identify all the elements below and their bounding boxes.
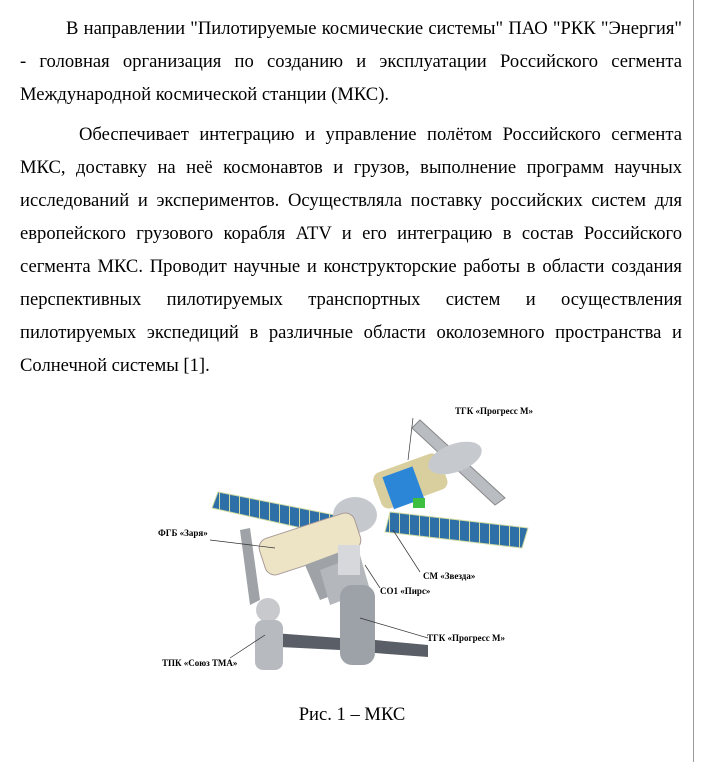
iss-illustration <box>150 400 550 690</box>
iss-figure <box>150 400 550 690</box>
label-pirs: СО1 «Пирс» <box>380 586 431 596</box>
label-soyuz: ТПК «Союз ТМА» <box>162 658 238 668</box>
figure-caption: Рис. 1 – МКС <box>298 704 406 725</box>
paragraph-2: Обеспечивает интеграцию и управление полётом Российского сегмента МКС, доставку на неё космонавтов и грузов, выполнение программ научных исследований и экспериментов. Осуществляла поставку российских систем для европейского грузового корабля ATV и его интеграцию в состав Российского сегмента МКС. Проводит научные и конструкторские работы в области создания перспективных пилотируемых транспортных систем и осуществления пилотируемых экспедиций в различные области околоземного пространства и Солнечной системы [1]. <box>20 124 682 376</box>
label-zarya: ФГБ «Заря» <box>158 528 208 538</box>
paragraph-1: В направлении "Пилотируемые космические системы" ПАО "РКК "Энергия" - головная организация по созданию и эксплуатации Российского сегмента Международной космической станции (МКС). <box>20 18 682 105</box>
page-edge <box>693 0 694 762</box>
label-progress-bottom: ТГК «Прогресс М» <box>427 633 505 643</box>
label-progress-top: ТГК «Прогресс М» <box>455 406 533 416</box>
document-body <box>20 12 682 382</box>
label-zvezda: СМ «Звезда» <box>423 571 476 581</box>
